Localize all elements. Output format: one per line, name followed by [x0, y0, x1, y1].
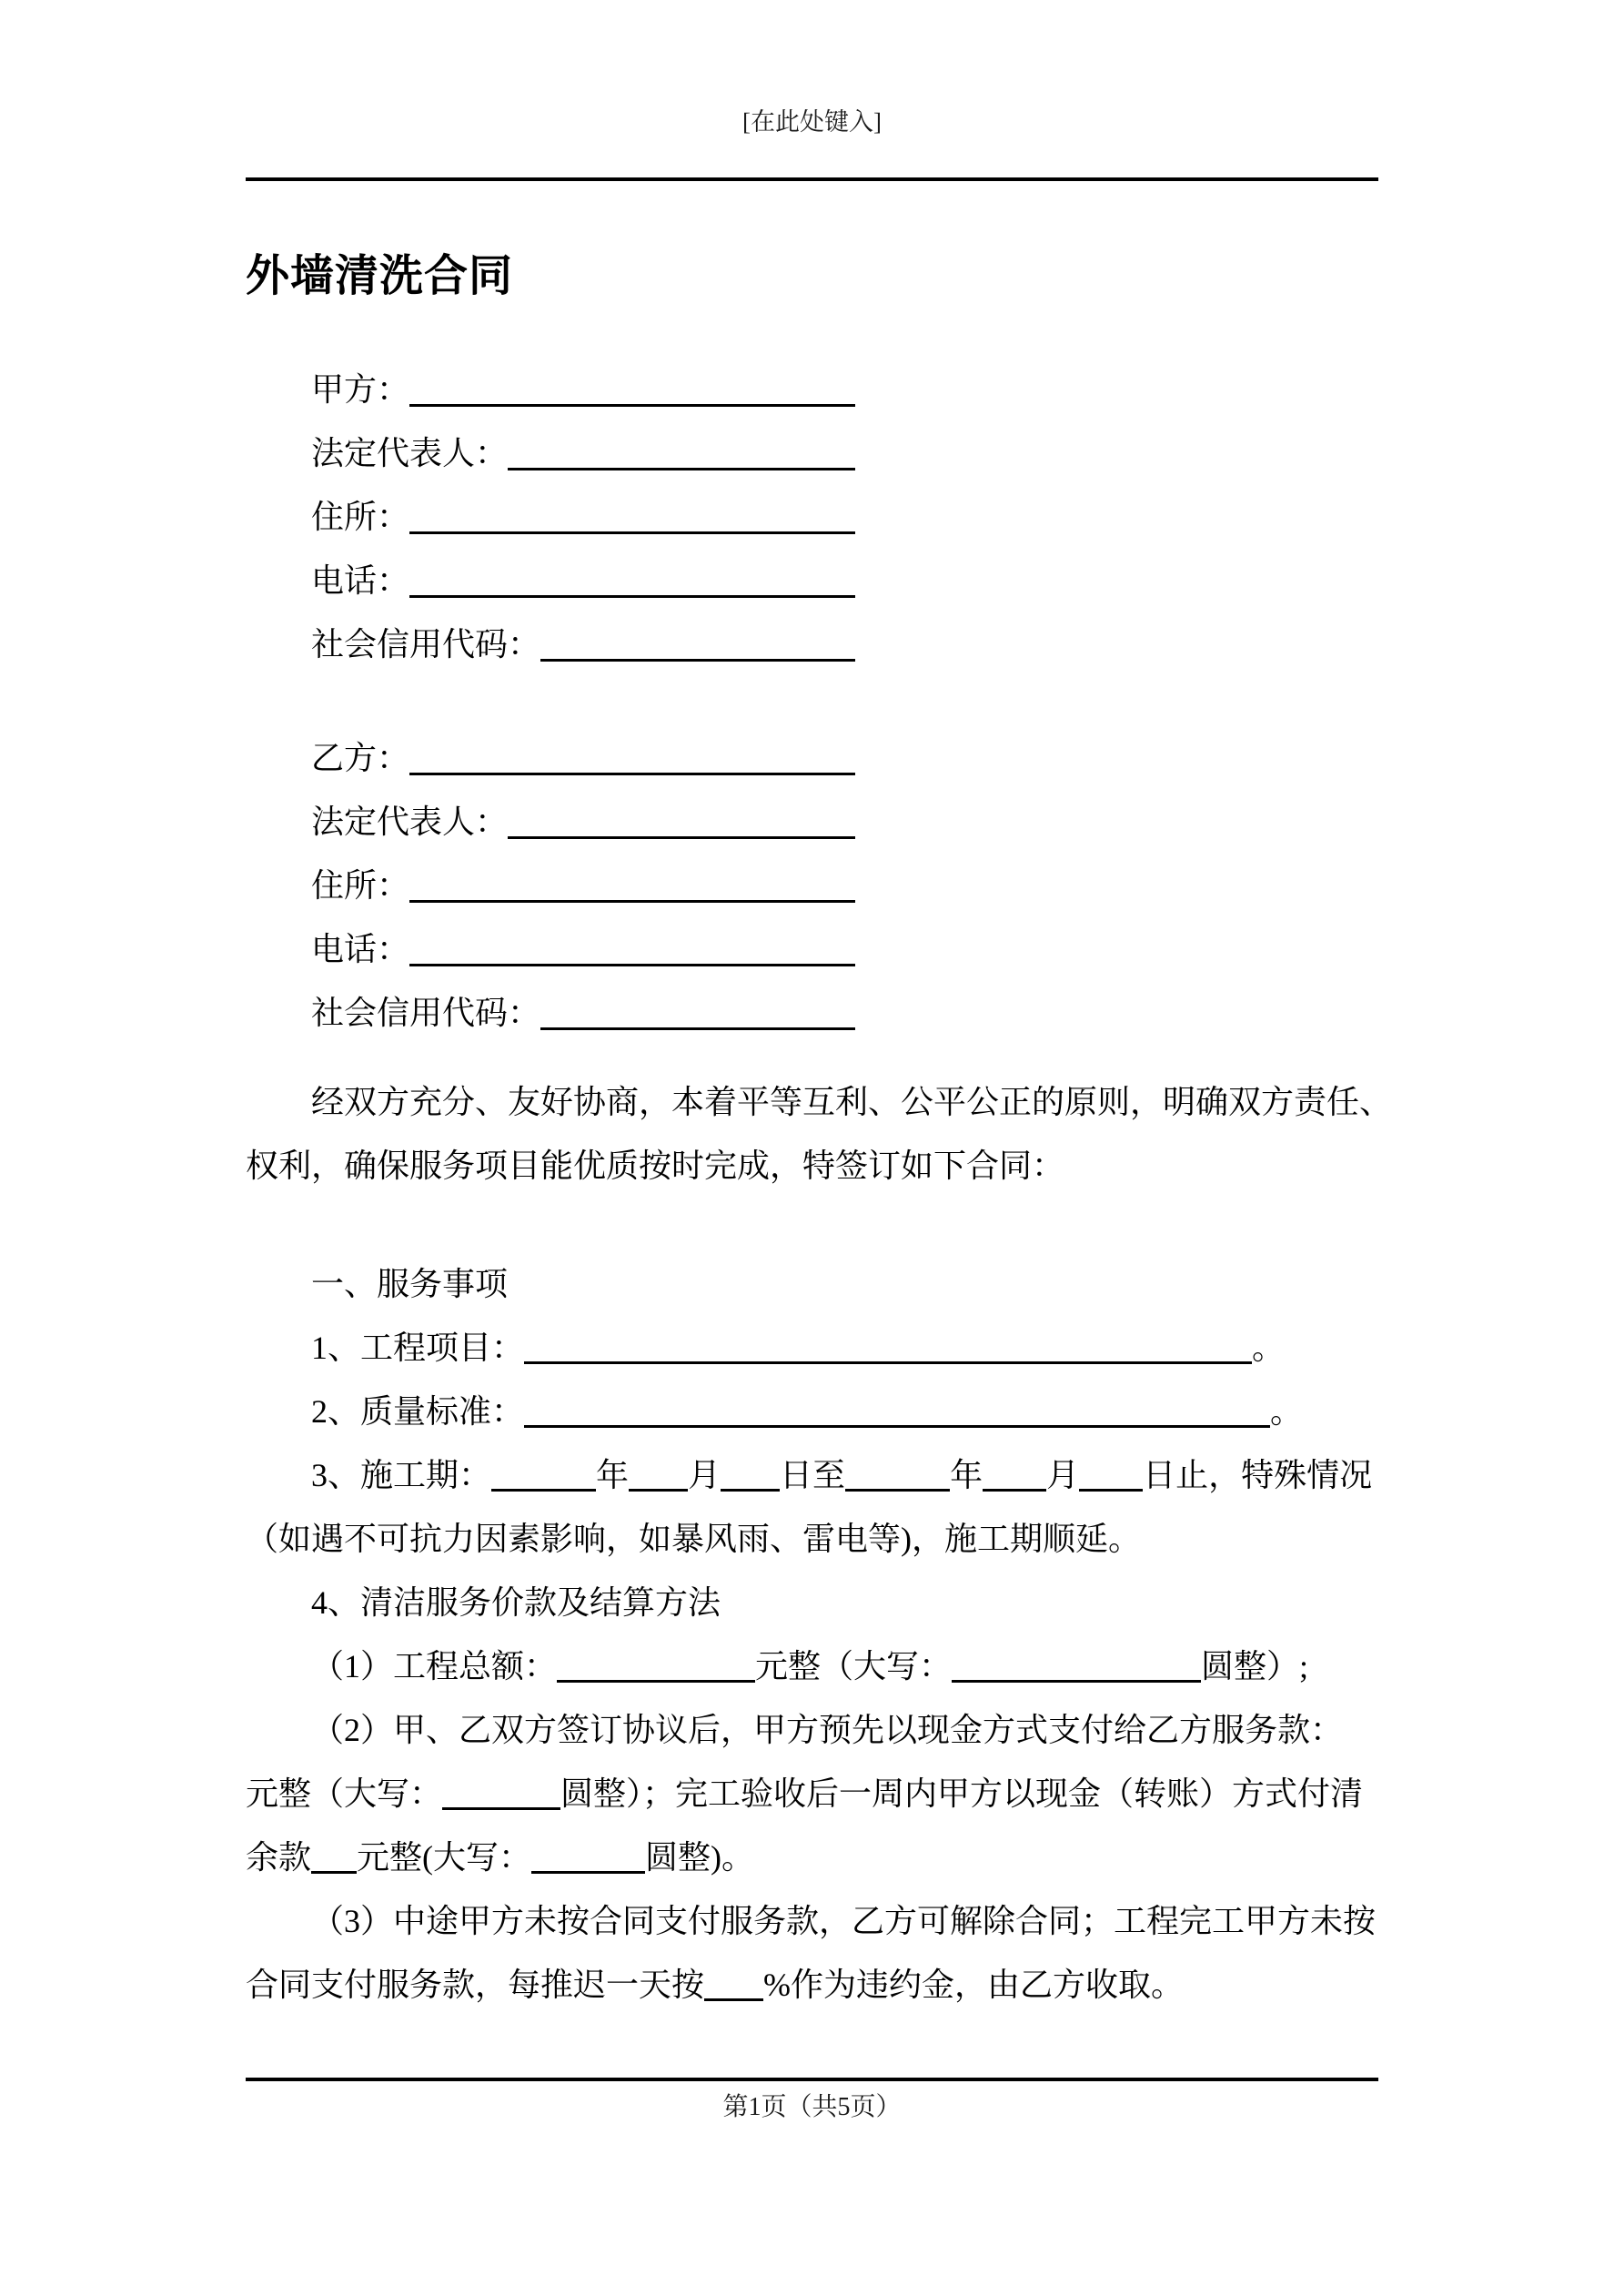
blank-line	[524, 1425, 1270, 1428]
text-run: 合同支付服务款，每推迟一天按	[246, 1967, 705, 2003]
page-header-placeholder: [在此处键入]	[742, 108, 882, 136]
field-row	[311, 358, 855, 421]
page-footer: 第1页（共5页）	[246, 2078, 1378, 2123]
blank-line	[491, 1489, 596, 1492]
blank-line	[629, 1489, 688, 1492]
blank-line	[721, 1489, 780, 1492]
spacer	[246, 676, 1378, 726]
text-run: 2、质量标准：	[311, 1393, 525, 1430]
field-row	[311, 485, 855, 549]
field-label: 住所：	[311, 499, 410, 535]
text-run: 年	[596, 1457, 630, 1493]
field-label: 社会信用代码：	[311, 995, 541, 1031]
blank-line	[508, 468, 855, 470]
text-line	[246, 1507, 1378, 1571]
text-line	[246, 1826, 1378, 1889]
text-line	[311, 1380, 1378, 1443]
field-label: 甲方：	[311, 371, 410, 408]
field-label: 电话：	[311, 931, 410, 967]
header-rule	[246, 177, 1378, 181]
text-run: （3）中途甲方未按合同支付服务款，乙方可解除合同；工程完工甲方未按	[311, 1903, 1377, 1939]
text-run: （2）甲、乙双方签订协议后，甲方预先以现金方式支付给乙方服务款：	[311, 1712, 1344, 1748]
blank-line	[311, 1871, 357, 1874]
text-run: 圆整）；完工验收后一周内甲方以现金（转账）方式付清	[560, 1775, 1364, 1812]
field-label: 法定代表人：	[311, 804, 509, 840]
spacer	[246, 1198, 1378, 1252]
blank-line	[983, 1489, 1046, 1492]
text-run: 圆整）;	[1201, 1648, 1309, 1684]
blank-line	[704, 1998, 763, 2001]
spacer	[246, 1045, 1378, 1070]
field-label: 法定代表人：	[311, 435, 509, 471]
text-run: （如遇不可抗力因素影响，如暴风雨、雷电等)，施工期顺延。	[246, 1521, 1141, 1557]
text-run: 元整(大写：	[357, 1839, 532, 1876]
text-run: 年	[950, 1457, 983, 1493]
text-run: 。	[1270, 1393, 1304, 1430]
blank-line	[409, 773, 855, 775]
text-run: （1）工程总额：	[311, 1648, 558, 1684]
field-row	[311, 549, 855, 612]
text-line	[246, 1762, 1378, 1826]
text-line	[246, 1953, 1378, 2017]
blank-line	[409, 964, 855, 966]
blank-line	[409, 595, 855, 598]
field-row	[311, 726, 855, 790]
field-label: 社会信用代码：	[311, 626, 541, 663]
text-run: 经双方充分、友好协商，本着平等互利、公平公正的原则，明确双方责任、	[311, 1084, 1393, 1120]
field-row	[311, 790, 855, 854]
terms-block	[246, 1252, 1378, 2017]
text-run: 圆整)。	[645, 1839, 755, 1876]
blank-line	[1079, 1489, 1143, 1492]
text-line	[246, 1134, 1378, 1198]
text-run: 余款	[246, 1839, 312, 1876]
blank-line	[409, 900, 855, 903]
text-run: 4、清洁服务价款及结算方法	[311, 1584, 721, 1621]
blank-line	[845, 1489, 950, 1492]
text-run: 3、施工期：	[311, 1457, 492, 1493]
text-line	[311, 1634, 1378, 1698]
text-line	[311, 1316, 1378, 1380]
page-title: 外墙清洗合同	[246, 252, 514, 300]
field-label: 住所：	[311, 867, 410, 904]
blank-line	[508, 836, 855, 839]
blank-line	[952, 1680, 1201, 1683]
text-run: 1、工程项目：	[311, 1330, 525, 1366]
field-row	[311, 917, 855, 981]
text-run: 权利，确保服务项目能优质按时完成，特签订如下合同：	[246, 1148, 1065, 1184]
blank-line	[409, 531, 855, 534]
text-line	[311, 1571, 1378, 1634]
text-run: 一、服务事项	[311, 1266, 509, 1302]
blank-line	[524, 1361, 1252, 1364]
text-line	[311, 1889, 1378, 1953]
text-run: 。	[1252, 1330, 1286, 1366]
blank-line	[531, 1871, 645, 1874]
text-run: %作为违约金，由乙方收取。	[763, 1967, 1185, 2003]
field-label: 电话：	[311, 562, 410, 599]
party-a-block	[246, 358, 1378, 676]
field-row	[311, 612, 855, 676]
field-row	[311, 854, 855, 917]
text-run: 日至	[780, 1457, 846, 1493]
blank-line	[442, 1807, 560, 1810]
field-row	[311, 981, 855, 1045]
text-run: 元整（大写：	[246, 1775, 443, 1812]
text-line	[311, 1070, 1393, 1134]
field-row	[311, 421, 855, 485]
text-run: 日止，特殊情况	[1143, 1457, 1373, 1493]
blank-line	[557, 1680, 755, 1683]
blank-line	[540, 1027, 855, 1030]
field-label: 乙方：	[311, 740, 410, 776]
intro-block	[246, 1070, 1393, 1198]
text-line	[311, 1252, 1378, 1316]
party-b-block	[246, 726, 1378, 1045]
text-line	[311, 1698, 1378, 1762]
blank-line	[540, 659, 855, 662]
text-line	[311, 1443, 1378, 1507]
document-body	[246, 358, 1393, 2017]
text-run: 元整（大写：	[755, 1648, 953, 1684]
text-run: 月	[1046, 1457, 1080, 1493]
blank-line	[409, 404, 855, 407]
text-run: 月	[688, 1457, 721, 1493]
